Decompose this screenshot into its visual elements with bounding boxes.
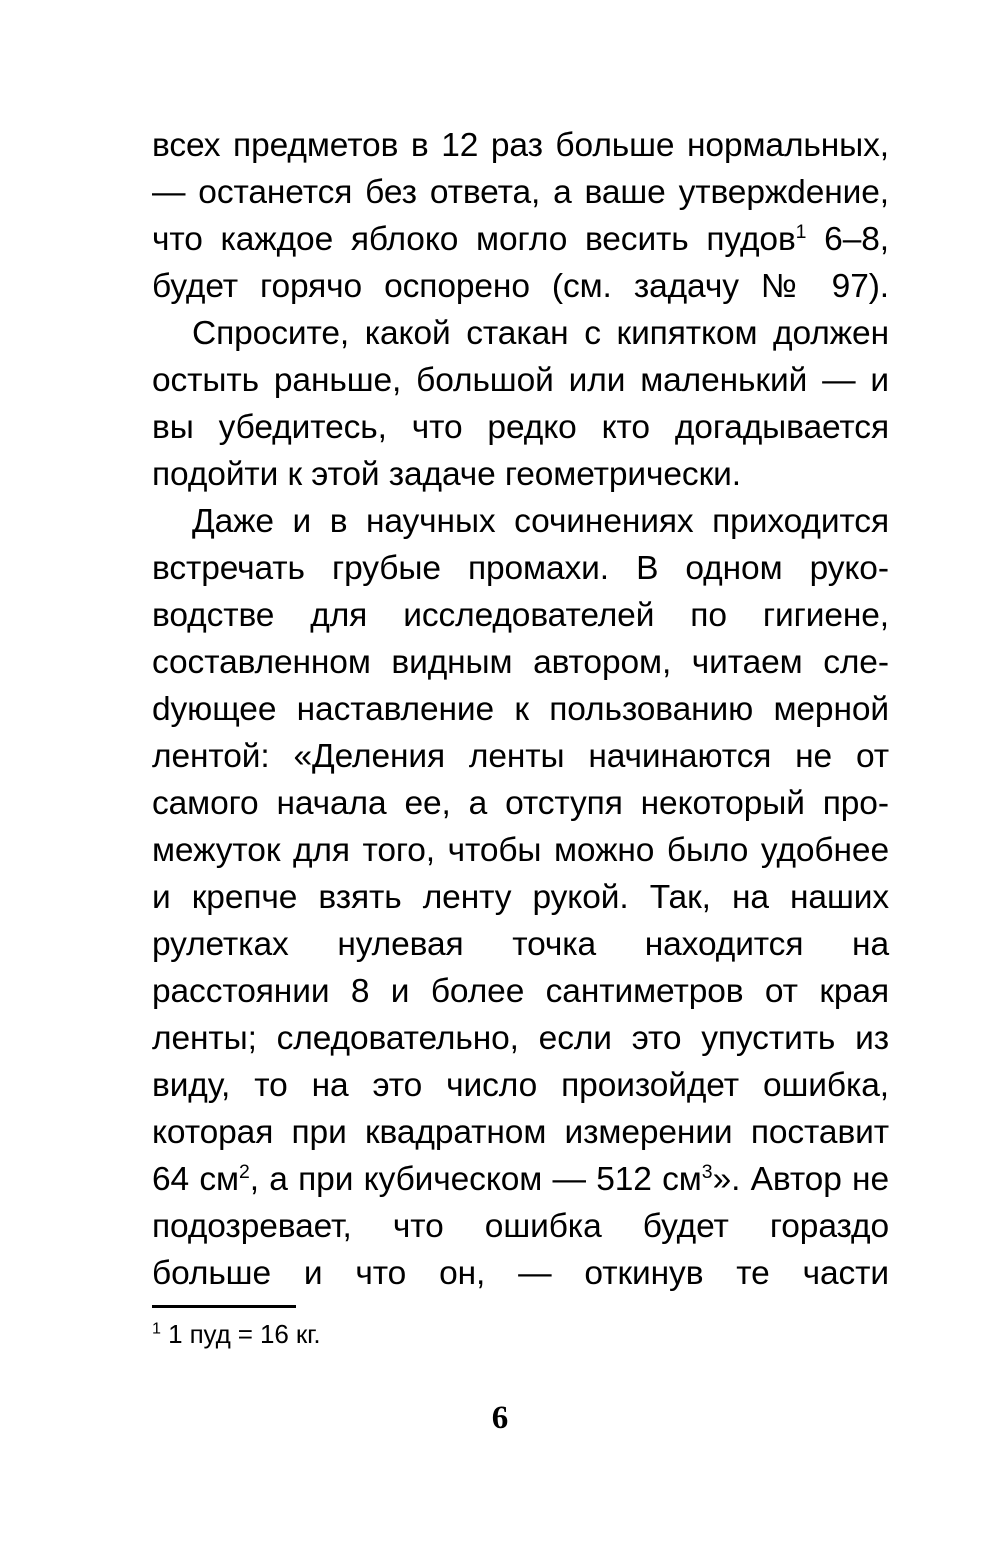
- paragraph-1: [152, 122, 889, 310]
- paragraph-1-text-after-note: 6–8, будет горячо оспорено (см. задачу № 97).: [152, 221, 889, 305]
- footnote-marker: 1: [152, 1319, 161, 1338]
- paragraph-3-text-part1: Даже и в научных сочинениях приходится встречать грубые промахи. В одном руководстве для исследователей по гигиене, составленном видным автором, читаем слеdующее наставление к пользованию мерной лентой: «Деления ленты начинаются не от самого начала ее, а отступя некоторый промежуток для того, чтобы можно было удобнее и крепче взять ленту рукой. Так, на наших рулетках нулевая точка находится на расстоянии 8 и более сантиметров от края ленты; следовательно, если это упустить из виду, то на это число произойдет ошибка, которая при квадратном измерении поставит 64 см: [152, 503, 889, 1198]
- paragraph-1-text-before-note: всех предметов в 12 раз больше нормальных, — останется без ответа, а ваше утвержdение, что каждое яблоко могло весить пудов: [152, 127, 889, 258]
- superscript-square: 2: [238, 1160, 250, 1183]
- footnote-separator-rule: [152, 1305, 296, 1308]
- paragraph-3-text-part3: ». Автор не подозревает, что ошибка будет гораздо больше и что он, — откинув те части: [152, 1161, 889, 1292]
- footnote-text: 1 пуд = 16 кг.: [160, 1319, 321, 1349]
- paragraph-2: [152, 310, 889, 498]
- footnote-marker-reference: 1: [795, 220, 807, 243]
- paragraph-2-text: Спросите, какой стакан с кипятком должен остыть раньше, большой или маленький — и вы убедитесь, что редко кто догадывается подойти к этой задаче геометрически.: [152, 315, 889, 493]
- footnote-area: [152, 1305, 889, 1350]
- superscript-cube: 3: [701, 1160, 713, 1183]
- paragraph-3-text-part2: , а при кубическом — 512 см: [249, 1161, 702, 1198]
- footnote: [152, 1318, 889, 1350]
- page-number: 6: [491, 1400, 509, 1436]
- paragraph-3: [152, 498, 889, 1297]
- body-text-column: [152, 122, 889, 1297]
